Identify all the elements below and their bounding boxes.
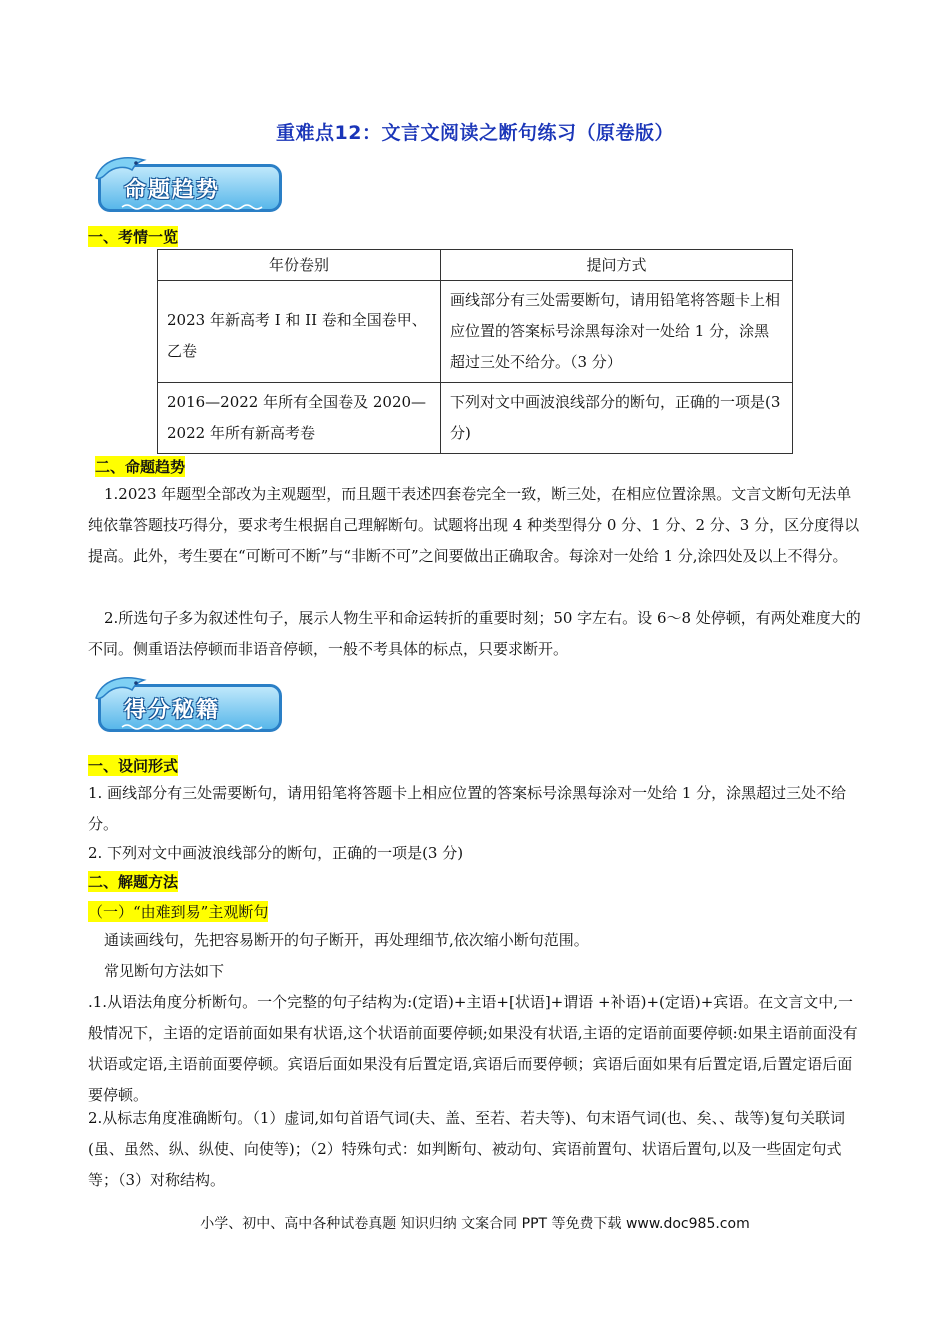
heading-exam-overview: 一、考情一览 (88, 228, 179, 246)
banner-scoring-tips (92, 672, 292, 736)
table-header: 年份卷别 (158, 250, 441, 281)
table-header-row (158, 250, 793, 281)
table-row (158, 281, 793, 383)
table-cell: 画线部分有三处需要断句，请用铅笔将答题卡上相应位置的答案标号涂黑每涂对一处给 1 分，涂黑超过三处不给分。（3 分） (441, 281, 793, 383)
banner-trend (92, 152, 292, 216)
heading-method: 二、解题方法 (88, 873, 179, 891)
table-cell: 下列对文中画波浪线部分的断句，正确的一项是(3 分) (441, 383, 793, 454)
exam-table (157, 249, 793, 454)
subheading-method-1: （一）“由难到易”主观断句 (88, 903, 269, 921)
method-line-2: 常见断句方法如下 (104, 962, 225, 980)
heading-trend: 二、命题趋势 (95, 458, 186, 476)
banner-label: 得分秘籍 (124, 698, 221, 723)
method-line-1: 通读画线句，先把容易断开的句子断开，再处理细节,依次缩小断句范围。 (104, 931, 589, 949)
trend-paragraph-2: 2.所选句子多为叙述性句子，展示人物生平和命运转折的重要时刻；50 字左右。设 6～8 处停顿，有两处难度大的不同。侧重语法停顿而非语音停顿，一般不考具体的标点，只要求断开。 (88, 609, 861, 658)
page-title: 重难点12：文言文阅读之断句练习（原卷版） (276, 122, 674, 144)
page-footer: 小学、初中、高中各种试卷真题 知识归纳 文案合同 PPT 等免费下载 www.doc985.com (200, 1216, 750, 1232)
question-form-item-2: 2. 下列对文中画波浪线部分的断句，正确的一项是(3 分) (88, 844, 464, 862)
banner-label: 命题趋势 (124, 178, 221, 203)
trend-paragraph-1: 1.2023 年题型全部改为主观题型，而且题干表述四套卷完全一致，断三处，在相应位置涂黑。文言文断句无法单纯依靠答题技巧得分，要求考生根据自己理解断句。试题将出现 4 种类型得分 0 分、1 分、2 分、3 分，区分度得以提高。此外，考生要在“可断可不断”与“非断不可”之间要做出正确取舍。每涂对一处给 1 分,涂四处及以上不得分。 (88, 485, 860, 565)
table-cell: 2016—2022 年所有全国卷及 2020—2022 年所有新高考卷 (158, 383, 441, 454)
table-header: 提问方式 (441, 250, 793, 281)
method-paragraph-grammar: .1.从语法角度分析断句。一个完整的句子结构为:(定语)+主语+[状语]+谓语 +补语)+(定语)+宾语。在文言文中,一般情况下，主语的定语前面如果有状语,这个状语前面要停顿;如果没有状语,主语的定语前面要停顿:如果主语前面没有状语或定语,主语前面要停顿。宾语后面如果没有后置定语,宾语后而要停顿；宾语后面如果有后置定语,后置定语后面要停顿。 (88, 993, 858, 1104)
method-paragraph-markers: 2.从标志角度准确断句。（1）虚词,如句首语气词(夫、盖、至若、若夫等)、句末语气词(也、矣、、哉等)复句关联词(虽、虽然、纵、纵使、向使等)；（2）特殊句式：如判断句、被动句、宾语前置句、状语后置句,以及一些固定句式等；（3）对称结构。 (88, 1109, 846, 1189)
question-form-item-1: 1. 画线部分有三处需要断句，请用铅笔将答题卡上相应位置的答案标号涂黑每涂对一处给 1 分，涂黑超过三处不给分。 (88, 784, 847, 833)
table-row (158, 383, 793, 454)
table-cell: 2023 年新高考 I 和 II 卷和全国卷甲、乙卷 (158, 281, 441, 383)
heading-question-form: 一、设问形式 (88, 757, 179, 775)
